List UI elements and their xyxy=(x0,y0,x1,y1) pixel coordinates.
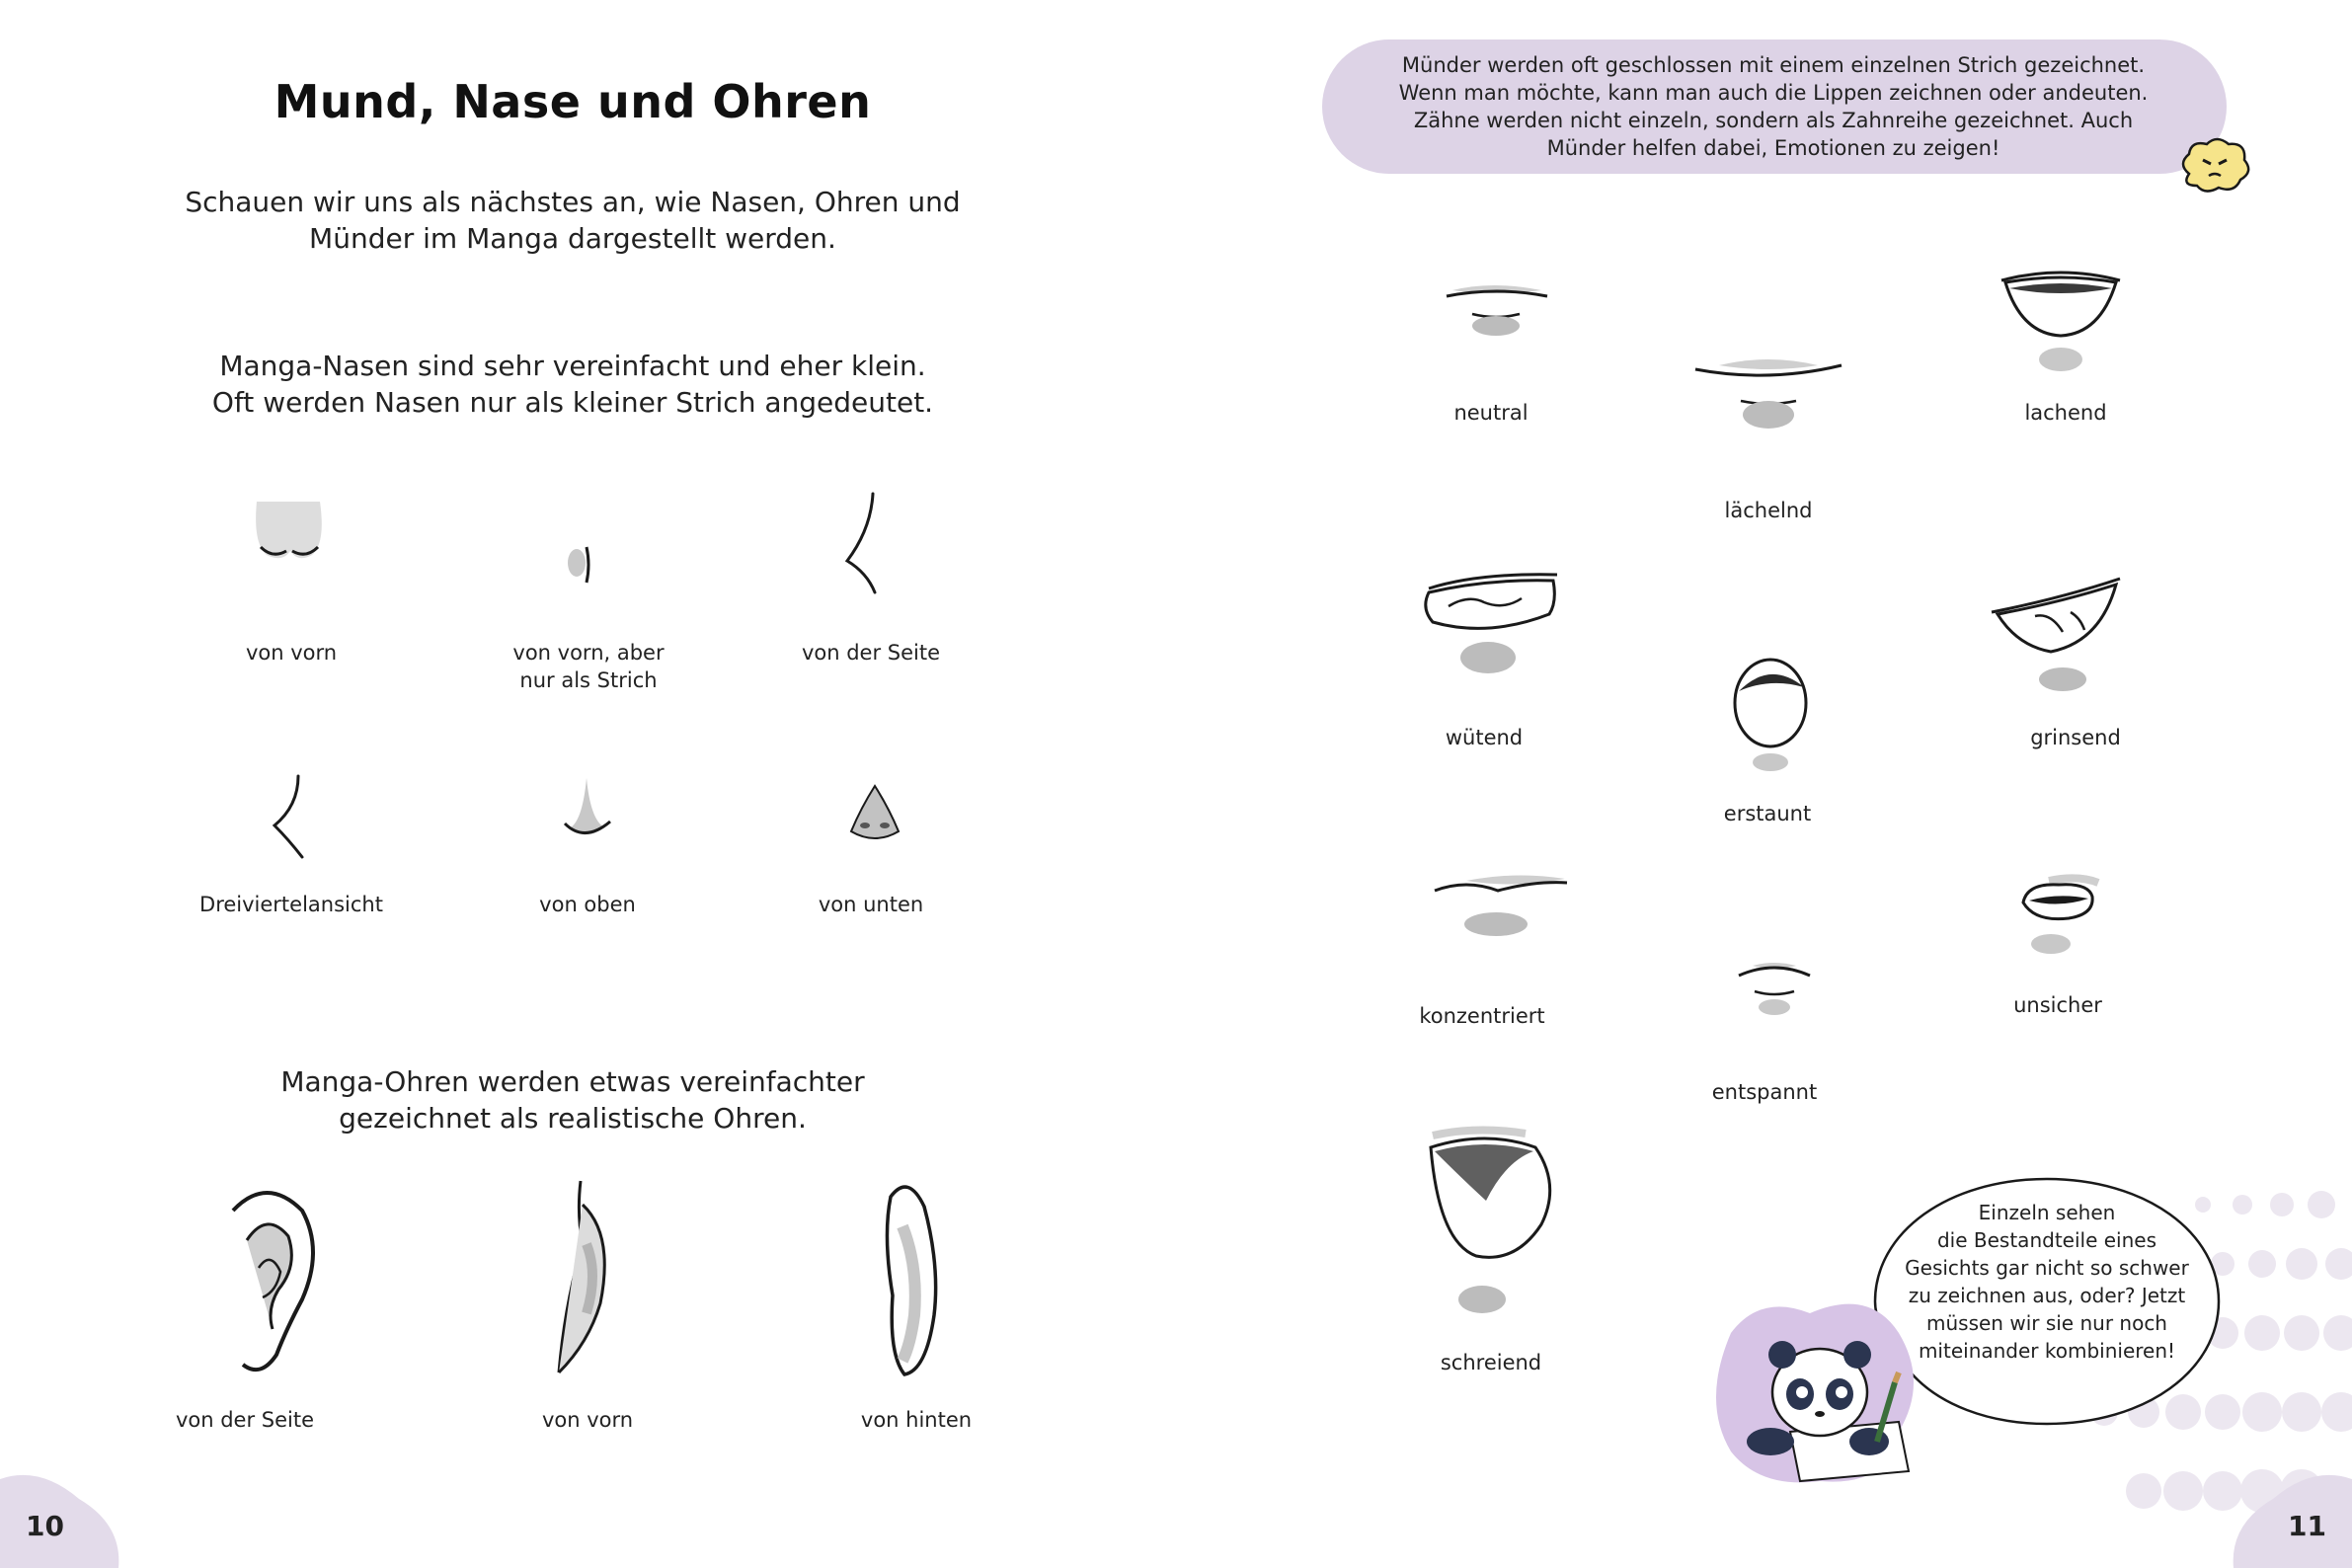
mouth-screaming-icon xyxy=(1417,1126,1565,1323)
ear-front-icon xyxy=(539,1175,618,1382)
ear-label-back: von hinten xyxy=(860,1408,973,1432)
mouth-label-laughing: lachend xyxy=(2024,401,2107,425)
ears-text-line-2: gezeichnet als realistische Ohren. xyxy=(339,1102,807,1135)
page-corner-blob-right xyxy=(2204,1469,2352,1568)
nose-label-front-line: von vorn, aber nur als Strich xyxy=(512,641,665,692)
nose-label-front: von vorn xyxy=(245,641,338,665)
ears-text xyxy=(0,1063,1145,1137)
nose-front-line-icon xyxy=(559,533,598,592)
mouth-label-smiling: lächelnd xyxy=(1724,499,1813,522)
panda-mascot-icon xyxy=(1701,1294,1928,1491)
nose-top-icon xyxy=(553,770,622,849)
mouth-label-screaming: schreiend xyxy=(1440,1351,1542,1374)
noses-text-line-2: Oft werden Nasen nur als kleiner Strich angedeutet. xyxy=(211,386,934,419)
mouth-label-neutral: neutral xyxy=(1453,401,1529,425)
intro-line-2: Münder im Manga dargestellt werden. xyxy=(309,222,836,255)
mouth-label-unsure: unsicher xyxy=(2013,993,2102,1017)
mouth-relaxed-icon xyxy=(1725,952,1824,1021)
page-number-right xyxy=(2204,1469,2352,1568)
mouth-label-grinning: grinsend xyxy=(2030,726,2121,749)
page-title: Mund, Nase und Ohren xyxy=(274,75,872,128)
mouth-label-astonished: erstaunt xyxy=(1723,802,1812,825)
nose-front-icon xyxy=(243,494,332,573)
intro-line-1: Schauen wir uns als nächstes an, wie Nasen, Ohren und xyxy=(185,186,961,218)
noses-text-line-1: Manga-Nasen sind sehr vereinfacht und eher klein. xyxy=(219,350,926,382)
nose-label-side: von der Seite xyxy=(801,641,941,665)
nose-label-bottom: von unten xyxy=(818,893,924,916)
nose-side-icon xyxy=(835,490,885,598)
angry-cloud-icon xyxy=(2175,134,2254,197)
page-corner-blob xyxy=(0,1469,148,1568)
ear-label-front: von vorn xyxy=(541,1408,634,1432)
nose-label-three-quarter: Dreiviertelansicht xyxy=(199,893,383,916)
intro-text xyxy=(0,184,1145,257)
mouth-laughing-icon xyxy=(1992,265,2130,383)
mouth-neutral-icon xyxy=(1433,276,1561,346)
mouth-grinning-icon xyxy=(1982,573,2130,701)
speech-bubble-text: Einzeln sehen die Bestandteile eines Gesichts gar nicht so schwer zu zeichnen aus, oder? Jetzt müssen wir sie nur noch miteinander kombinieren! xyxy=(1905,1201,2189,1363)
noses-text xyxy=(0,348,1145,421)
nose-three-quarter-icon xyxy=(263,770,312,865)
page-number-left xyxy=(0,1469,148,1568)
ear-side-icon xyxy=(207,1181,326,1378)
ear-label-side: von der Seite xyxy=(175,1408,315,1432)
ear-back-icon xyxy=(869,1177,948,1384)
page-number-right-text: 11 xyxy=(2288,1510,2326,1542)
ears-text-line-1: Manga-Ohren werden etwas vereinfachter xyxy=(280,1065,865,1098)
mouth-astonished-icon xyxy=(1721,648,1820,776)
mouth-concentrated-icon xyxy=(1427,869,1575,948)
mouth-unsure-icon xyxy=(2009,873,2108,962)
nose-label-top: von oben xyxy=(539,893,636,916)
info-bubble-text: Münder werden oft geschlossen mit einem einzelnen Strich gezeichnet. Wenn man möchte, kann man auch die Lippen zeichnen oder andeuten. Zähne werden nicht einzeln, sondern als Zahnreihe gezeichnet. Auch Münder helfen dabei, Emotionen zu zeigen! xyxy=(1398,53,2149,160)
nose-bottom-icon xyxy=(843,780,906,849)
right-page xyxy=(1176,0,2352,1568)
page-number-left-text: 10 xyxy=(26,1510,64,1542)
mouth-smiling-icon xyxy=(1689,350,1847,438)
mouth-label-angry: wütend xyxy=(1445,726,1524,749)
mouth-label-relaxed: entspannt xyxy=(1711,1080,1818,1104)
mouth-label-concentrated: konzentriert xyxy=(1419,1004,1545,1028)
mouth-angry-icon xyxy=(1419,569,1567,687)
